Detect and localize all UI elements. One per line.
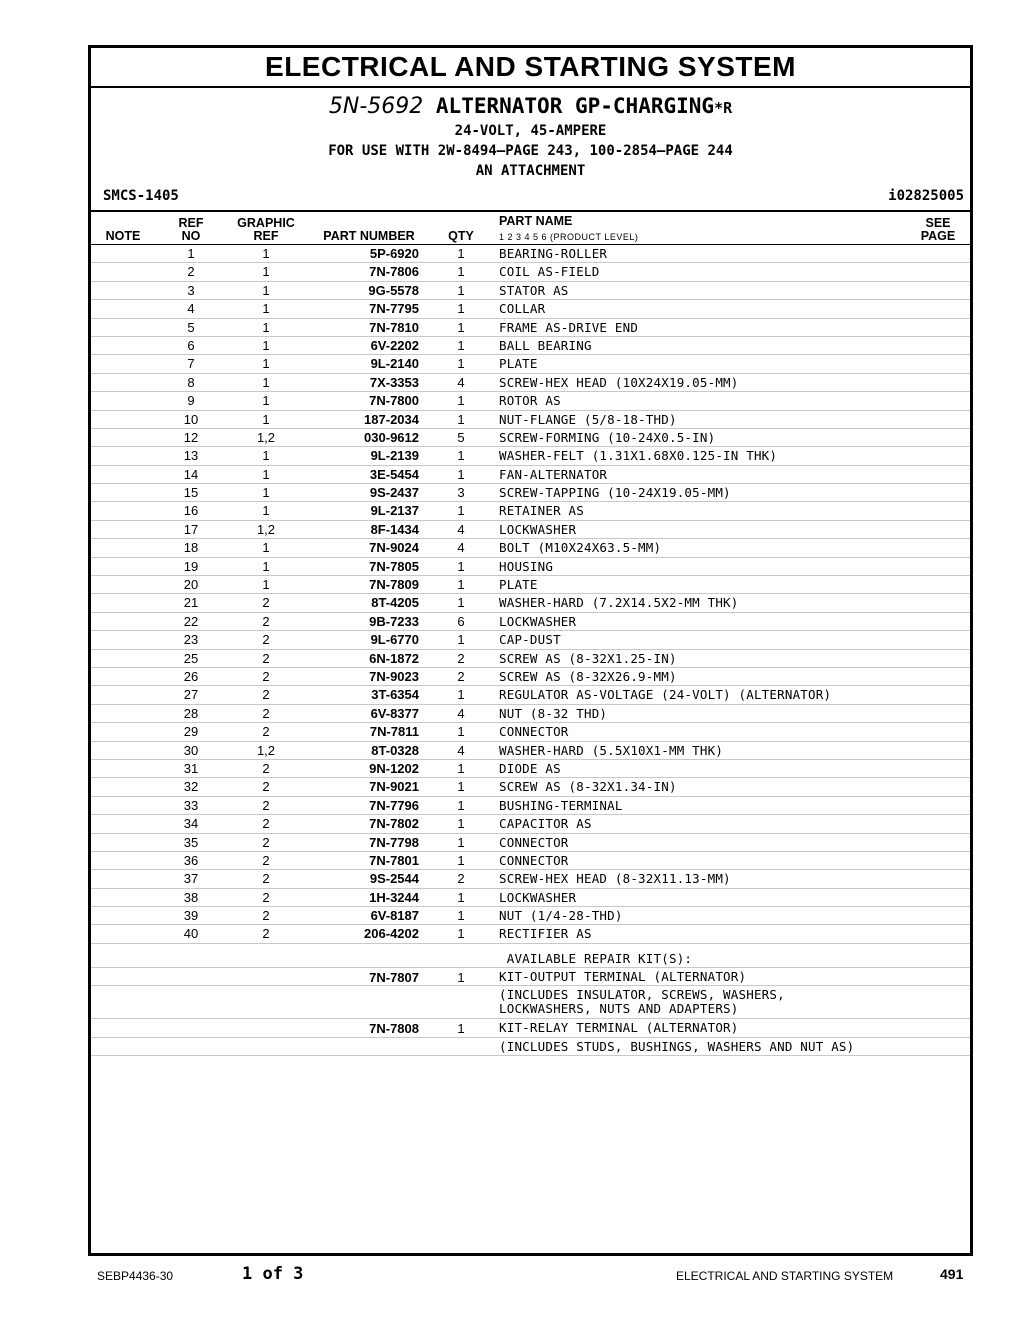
ref-number: 1	[187, 246, 195, 261]
kit-row	[91, 986, 970, 1019]
product-level-header: 1 2 3 4 5 6 (PRODUCT LEVEL)	[499, 232, 639, 242]
part-name: SCREW-HEX HEAD (8-32X11.13-MM)	[499, 871, 731, 887]
table-row	[91, 650, 970, 668]
kit-description: (INCLUDES INSULATOR, SCREWS, WASHERS, LOCKWASHERS, NUTS AND ADAPTERS)	[499, 987, 785, 1017]
part-name: COIL AS-FIELD	[499, 264, 600, 280]
col-ref-top: REF	[178, 216, 204, 230]
quantity: 1	[457, 337, 465, 353]
ref-number: 21	[183, 595, 199, 611]
part-number: 7N-9021	[369, 779, 419, 795]
quantity: 1	[457, 558, 465, 574]
quantity: 4	[457, 742, 465, 758]
graphic-ref: 1,2	[256, 742, 276, 758]
table-row	[91, 466, 970, 484]
part-number: 9L-2140	[370, 356, 419, 372]
group-attachment: AN ATTACHMENT	[475, 163, 586, 179]
ref-number: 29	[183, 724, 199, 740]
graphic-ref: 2	[262, 797, 270, 813]
table-row	[91, 834, 970, 852]
part-number: 6N-1872	[369, 650, 419, 666]
table-row	[91, 686, 970, 704]
graphic-ref: 1	[262, 411, 270, 427]
part-name: RECTIFIER AS	[499, 926, 592, 942]
graphic-ref: 1,2	[256, 521, 276, 537]
quantity: 1	[457, 282, 465, 298]
quantity: 1	[457, 834, 465, 850]
part-name: COLLAR	[499, 301, 546, 317]
part-name: BUSHING-TERMINAL	[499, 797, 623, 813]
table-row	[91, 319, 970, 337]
part-name: PLATE	[499, 577, 538, 593]
part-number: 9L-2137	[370, 503, 419, 519]
part-name: RETAINER AS	[499, 503, 584, 519]
group-name: ALTERNATOR GP-CHARGING	[435, 94, 715, 118]
graphic-ref: 2	[262, 779, 270, 795]
group-title	[91, 93, 970, 121]
table-row	[91, 797, 970, 815]
table-row	[91, 429, 970, 447]
ref-number: 4	[187, 301, 195, 317]
table-row	[91, 300, 970, 318]
quantity: 5	[457, 429, 465, 445]
ref-number: 15	[183, 485, 199, 501]
part-number: 9B-7233	[369, 613, 419, 629]
ref-number: 32	[183, 779, 199, 795]
kit-quantity: 1	[457, 1021, 465, 1037]
table-row	[91, 870, 970, 888]
ref-number: 14	[183, 466, 199, 482]
graphic-ref: 2	[262, 852, 270, 868]
part-name: LOCKWASHER	[499, 889, 577, 905]
ref-number: 12	[183, 429, 199, 445]
graphic-ref: 1	[262, 503, 270, 519]
part-name: WASHER-HARD (5.5X10X1-MM THK)	[499, 742, 724, 758]
ref-number: 39	[183, 908, 199, 924]
part-number: 9L-6770	[370, 632, 419, 648]
graphic-ref: 2	[262, 668, 270, 684]
table-row	[91, 742, 970, 760]
graphic-ref: 1	[262, 264, 270, 280]
ref-number: 22	[183, 613, 199, 629]
graphic-ref: 2	[262, 834, 270, 850]
ref-number: 27	[183, 687, 199, 703]
footer-page-of: 1 of 3	[242, 1264, 304, 1284]
quantity: 1	[457, 466, 465, 482]
part-number: 6V-8187	[370, 908, 419, 924]
illustration-id: i02825005	[888, 188, 964, 204]
graphic-ref: 1	[262, 577, 270, 593]
quantity: 2	[457, 650, 465, 666]
col-part-name: PART NAME	[499, 214, 573, 228]
smcs-code: SMCS-1405	[103, 188, 179, 204]
ref-number: 30	[183, 742, 199, 758]
part-name: CONNECTOR	[499, 852, 569, 868]
table-row	[91, 539, 970, 557]
graphic-ref: 1	[262, 466, 270, 482]
quantity: 1	[457, 264, 465, 280]
table-row	[91, 705, 970, 723]
footer-page-number: 491	[940, 1266, 964, 1282]
quantity: 1	[457, 246, 465, 261]
col-see-bottom: PAGE	[920, 229, 956, 243]
part-number: 7N-7795	[369, 301, 419, 317]
part-number: 7N-7809	[369, 577, 419, 593]
ref-number: 19	[183, 558, 199, 574]
quantity: 1	[457, 301, 465, 317]
table-row	[91, 392, 970, 410]
part-name: DIODE AS	[499, 760, 561, 776]
graphic-ref: 2	[262, 889, 270, 905]
table-row	[91, 502, 970, 520]
ref-number: 17	[183, 521, 199, 537]
part-number: 206-4202	[364, 926, 419, 942]
kit-row	[91, 944, 970, 968]
ref-number: 37	[183, 871, 199, 887]
ref-number: 9	[187, 393, 195, 409]
part-number: 7N-7801	[369, 852, 419, 868]
table-row	[91, 723, 970, 741]
table-row	[91, 613, 970, 631]
part-number: 1H-3244	[369, 889, 419, 905]
graphic-ref: 1,2	[256, 429, 276, 445]
part-number: 7N-7798	[369, 834, 419, 850]
ref-number: 40	[183, 926, 199, 942]
table-row	[91, 263, 970, 281]
quantity: 4	[457, 521, 465, 537]
part-name: WASHER-HARD (7.2X14.5X2-MM THK)	[499, 595, 739, 611]
ref-number: 38	[183, 889, 199, 905]
part-name: REGULATOR AS-VOLTAGE (24-VOLT) (ALTERNATOR)	[499, 687, 832, 703]
quantity: 1	[457, 448, 465, 464]
graphic-ref: 1	[262, 246, 270, 261]
quantity: 6	[457, 613, 465, 629]
part-number: 3T-6354	[371, 687, 419, 703]
part-name: NUT-FLANGE (5/8-18-THD)	[499, 411, 677, 427]
part-name: BEARING-ROLLER	[499, 246, 608, 261]
kit-row	[91, 1019, 970, 1037]
quantity: 3	[457, 485, 465, 501]
ref-number: 33	[183, 797, 199, 813]
table-row	[91, 925, 970, 943]
group-part-number: 5N-5692	[328, 94, 424, 119]
part-name: HOUSING	[499, 558, 554, 574]
graphic-ref: 2	[262, 687, 270, 703]
quantity: 1	[457, 632, 465, 648]
part-number: 7N-7802	[369, 816, 419, 832]
ref-number: 7	[187, 356, 195, 372]
kit-part-number: 7N-7808	[369, 1021, 419, 1037]
part-name: CAPACITOR AS	[499, 816, 592, 832]
part-number: 7N-7796	[369, 797, 419, 813]
graphic-ref: 2	[262, 613, 270, 629]
quantity: 4	[457, 374, 465, 390]
table-row	[91, 411, 970, 429]
graphic-ref: 1	[262, 282, 270, 298]
table-row	[91, 668, 970, 686]
quantity: 1	[457, 687, 465, 703]
table-row	[91, 558, 970, 576]
part-number: 9S-2544	[369, 871, 419, 887]
part-number: 9G-5578	[368, 282, 419, 298]
part-name: SCREW-HEX HEAD (10X24X19.05-MM)	[499, 374, 739, 390]
part-number: 7N-7805	[369, 558, 419, 574]
graphic-ref: 1	[262, 356, 270, 372]
part-number: 7N-7810	[369, 319, 419, 335]
part-number: 6V-8377	[370, 705, 419, 721]
table-row	[91, 760, 970, 778]
graphic-ref: 2	[262, 595, 270, 611]
table-row	[91, 576, 970, 594]
graphic-ref: 1	[262, 540, 270, 556]
graphic-ref: 2	[262, 632, 270, 648]
col-ref-bottom: NO	[181, 229, 201, 243]
part-name: BOLT (M10X24X63.5-MM)	[499, 540, 662, 556]
group-usage: FOR USE WITH 2W-8494—PAGE 243, 100-2854—PAGE 244	[328, 143, 733, 159]
graphic-ref: 2	[262, 724, 270, 740]
part-name: ROTOR AS	[499, 393, 561, 409]
quantity: 1	[457, 760, 465, 776]
part-number: 7X-3353	[369, 374, 419, 390]
part-number: 7N-7811	[369, 724, 419, 740]
graphic-ref: 2	[262, 760, 270, 776]
part-number: 5P-6920	[369, 246, 419, 261]
part-name: NUT (1/4-28-THD)	[499, 908, 623, 924]
quantity: 1	[457, 852, 465, 868]
part-number: 8F-1434	[370, 521, 419, 537]
quantity: 1	[457, 411, 465, 427]
part-number: 9S-2437	[369, 485, 419, 501]
col-see-top: SEE	[925, 216, 951, 230]
part-number: 3E-5454	[369, 466, 419, 482]
quantity: 1	[457, 908, 465, 924]
part-number: 9L-2139	[370, 448, 419, 464]
group-suffix: *R	[714, 99, 733, 117]
kit-description: AVAILABLE REPAIR KIT(S):	[499, 950, 693, 966]
part-name: CONNECTOR	[499, 724, 569, 740]
quantity: 2	[457, 668, 465, 684]
part-name: FAN-ALTERNATOR	[499, 466, 608, 482]
part-name: FRAME AS-DRIVE END	[499, 319, 639, 335]
quantity: 4	[457, 705, 465, 721]
col-qty: QTY	[448, 229, 474, 243]
ref-number: 35	[183, 834, 199, 850]
part-name: CAP-DUST	[499, 632, 561, 648]
graphic-ref: 2	[262, 650, 270, 666]
quantity: 1	[457, 503, 465, 519]
part-name: STATOR AS	[499, 282, 569, 298]
ref-number: 16	[183, 503, 199, 519]
part-name: SCREW-FORMING (10-24X0.5-IN)	[499, 429, 716, 445]
quantity: 1	[457, 577, 465, 593]
part-number: 187-2034	[364, 411, 419, 427]
col-graphic-bottom: REF	[253, 229, 279, 243]
ref-number: 2	[187, 264, 195, 280]
part-number: 9N-1202	[369, 760, 419, 776]
quantity: 1	[457, 393, 465, 409]
col-note: NOTE	[105, 229, 141, 243]
quantity: 1	[457, 889, 465, 905]
part-name: NUT (8-32 THD)	[499, 705, 608, 721]
quantity: 4	[457, 540, 465, 556]
quantity: 1	[457, 797, 465, 813]
part-number: 8T-0328	[371, 742, 419, 758]
graphic-ref: 1	[262, 393, 270, 409]
part-name: BALL BEARING	[499, 337, 592, 353]
part-name: LOCKWASHER	[499, 521, 577, 537]
ref-number: 36	[183, 852, 199, 868]
ref-number: 25	[183, 650, 199, 666]
parts-table	[91, 245, 970, 1056]
quantity: 2	[457, 871, 465, 887]
quantity: 1	[457, 816, 465, 832]
ref-number: 20	[183, 577, 199, 593]
graphic-ref: 1	[262, 337, 270, 353]
part-number: 030-9612	[364, 429, 419, 445]
graphic-ref: 1	[262, 374, 270, 390]
table-row	[91, 778, 970, 796]
graphic-ref: 1	[262, 558, 270, 574]
ref-number: 34	[183, 816, 199, 832]
table-row	[91, 374, 970, 392]
footer-doc-number: SEBP4436-30	[97, 1269, 174, 1283]
graphic-ref: 2	[262, 908, 270, 924]
footer-section: ELECTRICAL AND STARTING SYSTEM	[676, 1269, 894, 1283]
graphic-ref: 1	[262, 485, 270, 501]
table-row	[91, 355, 970, 373]
kit-description: (INCLUDES STUDS, BUSHINGS, WASHERS AND NUT AS)	[499, 1038, 855, 1054]
header-divider	[91, 210, 970, 212]
col-graphic-top: GRAPHIC	[237, 216, 295, 230]
kit-part-number: 7N-7807	[369, 969, 419, 985]
kit-description: KIT-RELAY TERMINAL (ALTERNATOR)	[499, 1020, 739, 1036]
quantity: 1	[457, 595, 465, 611]
table-row	[91, 594, 970, 612]
kit-quantity: 1	[457, 969, 465, 985]
kit-row	[91, 1038, 970, 1056]
table-row	[91, 521, 970, 539]
part-name: WASHER-FELT (1.31X1.68X0.125-IN THK)	[499, 448, 778, 464]
page-frame	[88, 45, 973, 1256]
ref-number: 26	[183, 668, 199, 684]
ref-number: 3	[187, 282, 195, 298]
ref-number: 6	[187, 337, 195, 353]
ref-number: 5	[187, 319, 195, 335]
part-number: 7N-7800	[369, 393, 419, 409]
table-row	[91, 447, 970, 465]
quantity: 1	[457, 779, 465, 795]
table-row	[91, 852, 970, 870]
table-row	[91, 889, 970, 907]
table-row	[91, 337, 970, 355]
part-name: SCREW AS (8-32X1.34-IN)	[499, 779, 677, 795]
graphic-ref: 1	[262, 319, 270, 335]
col-part-number: PART NUMBER	[323, 229, 415, 243]
part-number: 6V-2202	[370, 337, 419, 353]
ref-number: 31	[183, 760, 199, 776]
part-number: 8T-4205	[371, 595, 419, 611]
table-row	[91, 245, 970, 263]
table-row	[91, 484, 970, 502]
ref-number: 28	[183, 705, 199, 721]
kit-description: KIT-OUTPUT TERMINAL (ALTERNATOR)	[499, 968, 747, 984]
ref-number: 23	[183, 632, 199, 648]
system-title: ELECTRICAL AND STARTING SYSTEM	[91, 48, 970, 88]
table-row	[91, 631, 970, 649]
table-row	[91, 907, 970, 925]
graphic-ref: 2	[262, 705, 270, 721]
quantity: 1	[457, 724, 465, 740]
part-number: 7N-9024	[369, 540, 419, 556]
part-name: PLATE	[499, 356, 538, 372]
part-name: LOCKWASHER	[499, 613, 577, 629]
quantity: 1	[457, 926, 465, 942]
graphic-ref: 1	[262, 448, 270, 464]
ref-number: 10	[183, 411, 199, 427]
kit-row	[91, 968, 970, 986]
part-name: SCREW AS (8-32X1.25-IN)	[499, 650, 677, 666]
ref-number: 8	[187, 374, 195, 390]
part-name: SCREW AS (8-32X26.9-MM)	[499, 668, 677, 684]
graphic-ref: 2	[262, 816, 270, 832]
part-number: 7N-7806	[369, 264, 419, 280]
group-spec: 24-VOLT, 45-AMPERE	[454, 123, 607, 139]
ref-number: 18	[183, 540, 199, 556]
graphic-ref: 2	[262, 926, 270, 942]
table-row	[91, 282, 970, 300]
part-name: SCREW-TAPPING (10-24X19.05-MM)	[499, 485, 731, 501]
graphic-ref: 2	[262, 871, 270, 887]
part-number: 7N-9023	[369, 668, 419, 684]
part-name: CONNECTOR	[499, 834, 569, 850]
quantity: 1	[457, 356, 465, 372]
graphic-ref: 1	[262, 301, 270, 317]
ref-number: 13	[183, 448, 199, 464]
table-row	[91, 815, 970, 833]
quantity: 1	[457, 319, 465, 335]
